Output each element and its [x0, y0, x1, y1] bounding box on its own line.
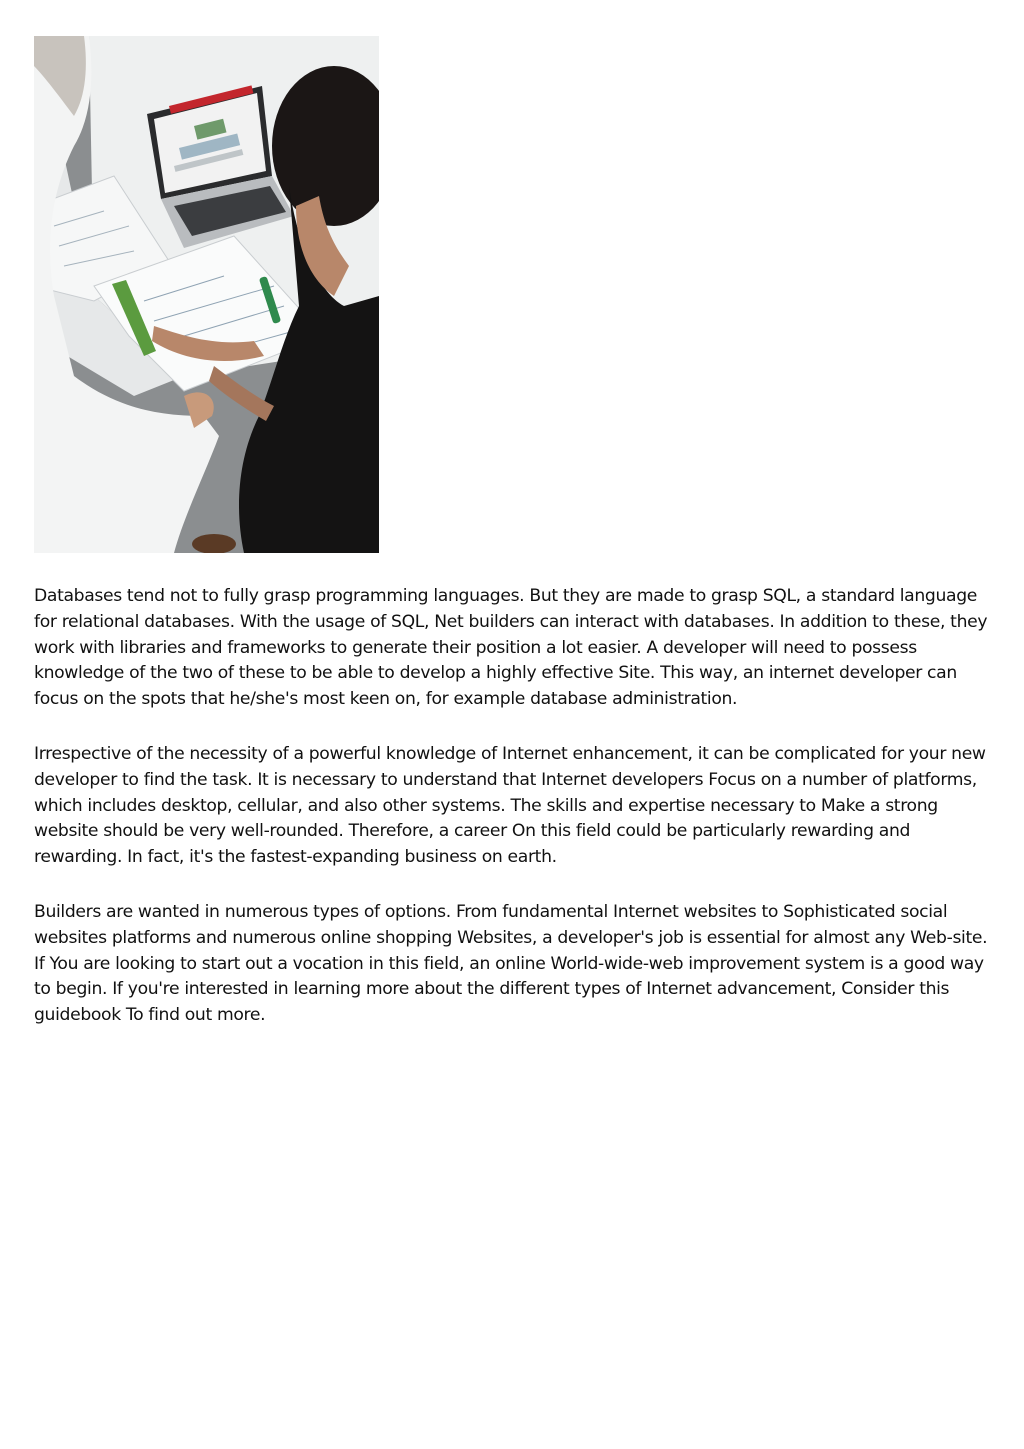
article-body: [34, 584, 994, 1058]
paragraph-databases: Databases tend not to fully grasp programming languages. But they are made to grasp SQL, a standard language for relational databases. With the usage of SQL, Net builders can interact with databases. In addition to these, they work with libraries and frameworks to generate their position a lot easier. A developer will need to possess knowledge of the two of these to be able to develop a highly effective Site. This way, an internet developer can focus on the spots that he/she's most keen on, for example database administration.: [34, 586, 988, 710]
paragraph-builders-wanted: Builders are wanted in numerous types of options. From fundamental Internet websites to Sophisticated social websites platforms and numerous online shopping Websites, a developer's job is essential for almost any Web-site. If You are looking to start out a vocation in this field, an online World-wide-web improvement system is a good way to begin. If you're interested in learning more about the different types of Internet advancement, Consider this guidebook To find out more.: [34, 901, 988, 1026]
office-collaboration-photo: [34, 36, 379, 553]
paragraph-internet-enhancement: Irrespective of the necessity of a powerful knowledge of Internet enhancement, it can be complicated for your new developer to find the task. It is necessary to understand that Internet developers Focus on a number of platforms, which includes desktop, cellular, and also other systems. The skills and expertise necessary to Make a strong website should be very well-rounded. Therefore, a career On this field could be particularly rewarding and rewarding. In fact, it's the fastest-expanding business on earth.: [34, 743, 986, 868]
photo-illustration: [34, 36, 379, 553]
